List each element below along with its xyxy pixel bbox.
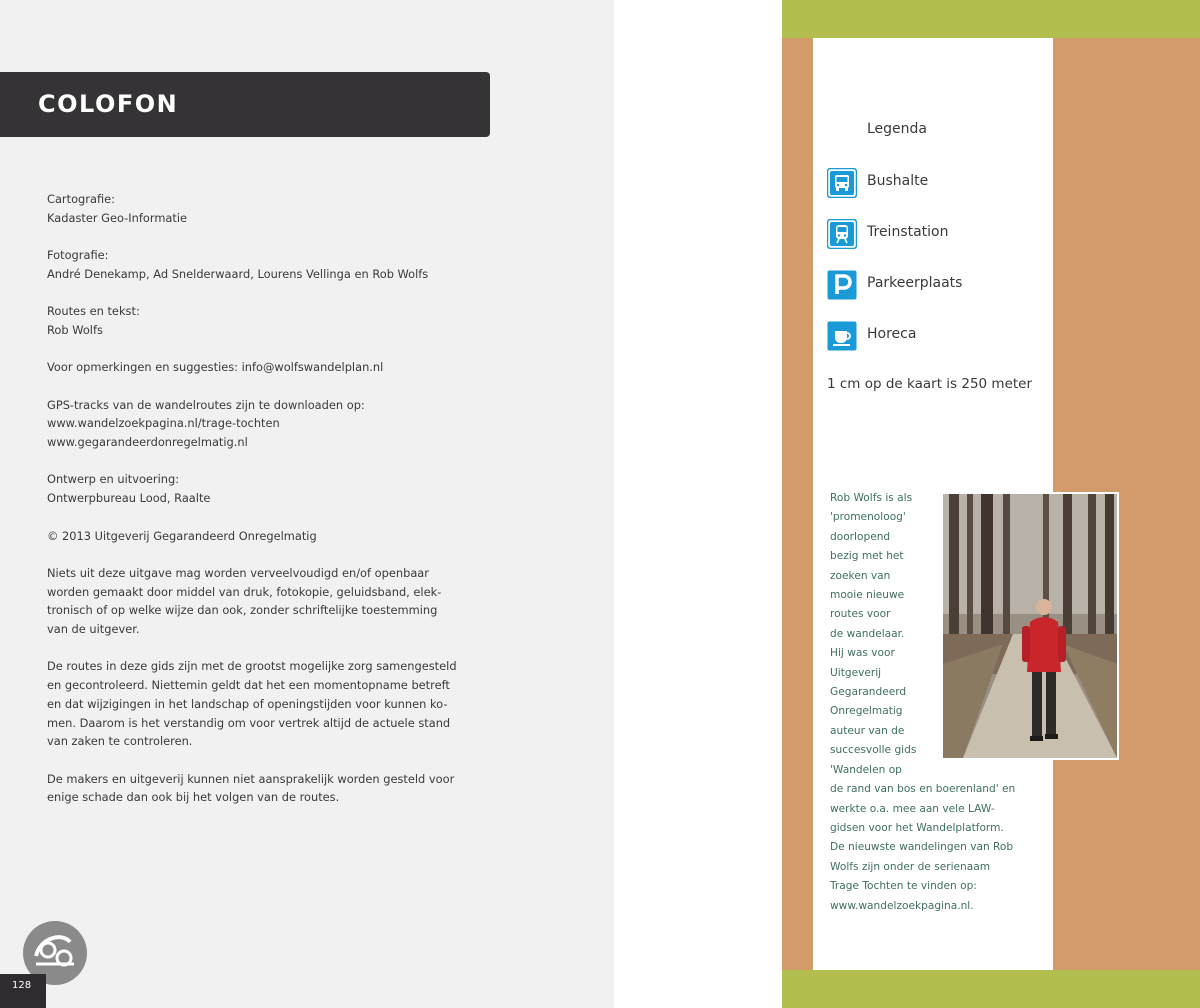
page-title: COLOFON: [38, 90, 179, 118]
text-line: André Denekamp, Ad Snelderwaard, Lourens Vellinga en Rob Wolfs: [47, 266, 429, 281]
bio-line: www.wandelzoekpagina.nl.: [830, 899, 974, 912]
text-line: Voor opmerkingen en suggesties: info@wolfswandelplan.nl: [47, 360, 384, 375]
bio-line: 'Wandelen op: [830, 763, 902, 776]
bio-line: mooie nieuwe: [830, 589, 905, 602]
paragraph-routes: [47, 302, 477, 339]
paragraph-copyright: [47, 527, 477, 546]
top-color-band: [782, 0, 1200, 38]
colofon-text: [47, 190, 477, 826]
text-line: Cartografie:: [47, 192, 115, 206]
text-line: enige schade dan ook bij het volgen van de routes.: [47, 790, 340, 805]
bio-line: auteur van de: [830, 724, 905, 737]
text-line: De routes in deze gids zijn met de grootst mogelijke zorg samengesteld: [47, 659, 457, 674]
cup-icon: [827, 321, 857, 351]
text-line: Ontwerp en uitvoering:: [47, 472, 180, 487]
legend-label: Parkeerplaats: [867, 275, 963, 291]
paragraph-cartografie: [47, 190, 477, 227]
bio-line: routes voor: [830, 608, 891, 621]
bio-line: Onregelmatig: [830, 705, 903, 718]
paragraph-ontwerp: [47, 470, 477, 507]
paragraph-gps: [47, 396, 477, 452]
train-icon: [827, 219, 857, 249]
bio-line: De nieuwste wandelingen van Rob: [830, 841, 1014, 854]
page-number-label: 128: [12, 980, 32, 991]
text-line: tronisch of op welke wijze dan ook, zonder schriftelijke toestemming: [47, 603, 438, 618]
parking-icon: [827, 270, 857, 300]
paragraph-fotografie: [47, 246, 477, 283]
map-scale-note: 1 cm op de kaart is 250 meter: [827, 376, 1033, 392]
bio-line: Trage Tochten te vinden op:: [830, 880, 977, 893]
title-bar: [0, 72, 490, 137]
paragraph-disclaimer: [47, 657, 477, 751]
bio-line: zoeken van: [830, 569, 891, 582]
text-line: van de uitgever.: [47, 622, 140, 637]
text-line: worden gemaakt door middel van druk, fotokopie, geluidsband, elek-: [47, 584, 442, 599]
text-line: men. Daarom is het verstandig om voor vertrek altijd de actuele stand: [47, 715, 451, 730]
bio-line: succesvolle gids: [830, 744, 917, 757]
bio-line: de wandelaar.: [830, 627, 905, 640]
legend-label: Bushalte: [867, 173, 929, 189]
text-line: Rob Wolfs: [47, 322, 103, 337]
bio-line: de rand van bos en boerenland' en: [830, 783, 1016, 796]
paragraph-liability: [47, 770, 477, 807]
legend-label: Treinstation: [867, 224, 949, 240]
text-line: Niets uit deze uitgave mag worden verveelvoudigd en/of openbaar: [47, 565, 429, 580]
text-line: GPS-tracks van de wandelroutes zijn te downloaden op:: [47, 397, 365, 412]
bio-line: gidsen voor het Wandelplatform.: [830, 821, 1004, 834]
bio-line: Rob Wolfs is als: [830, 492, 913, 504]
bio-line: bezig met het: [830, 550, 904, 563]
text-line: Fotografie:: [47, 248, 109, 263]
text-line: www.gegarandeerdonregelmatig.nl: [47, 435, 248, 450]
bio-line: Gegarandeerd: [830, 686, 907, 699]
bio-line: 'promenoloog': [830, 511, 906, 524]
text-line: Ontwerpbureau Lood, Raalte: [47, 491, 211, 506]
bus-icon: [827, 168, 857, 198]
text-line: © 2013 Uitgeverij Gegarandeerd Onregelmatig: [47, 528, 317, 543]
paragraph-rights: [47, 564, 477, 639]
legend-label: Horeca: [867, 326, 917, 342]
bio-line: Uitgeverij: [830, 666, 882, 679]
paragraph-contact: [47, 358, 477, 377]
bio-line: Hij was voor: [830, 647, 895, 660]
legend-title: Legenda: [867, 121, 928, 137]
text-line: Kadaster Geo-Informatie: [47, 210, 188, 225]
text-line: De makers en uitgeverij kunnen niet aansprakelijk worden gesteld voor: [47, 771, 455, 786]
text-line: en gecontroleerd. Niettemin geldt dat het een momentopname betreft: [47, 678, 450, 693]
text-line: Routes en tekst:: [47, 304, 140, 319]
page-number: [0, 974, 46, 1008]
text-line: en dat wijzigingen in het landschap of openingstijden voor kunnen ko-: [47, 696, 448, 711]
text-line: www.wandelzoekpagina.nl/trage-tochten: [47, 416, 280, 431]
bio-line: Wolfs zijn onder de serienaam: [830, 860, 991, 873]
text-line: van zaken te controleren.: [47, 734, 193, 749]
bottom-color-band: [782, 970, 1200, 1008]
bio-line: werkte o.a. mee aan vele LAW-: [830, 802, 995, 815]
bio-line: doorlopend: [830, 530, 891, 543]
author-bio: [830, 489, 1060, 916]
